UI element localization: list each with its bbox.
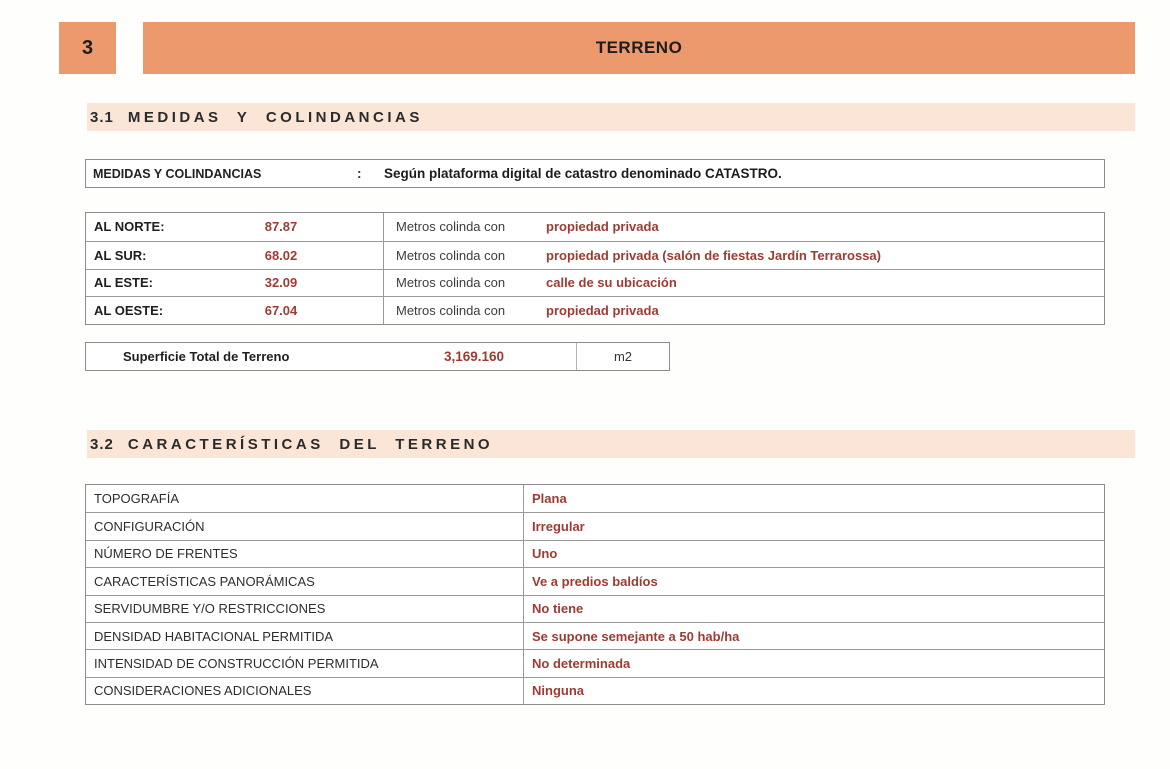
table-row-consideraciones-adicionales <box>86 677 1104 704</box>
boundary-value: propiedad privada (salón de fiestas Jardín Terrarossa) <box>546 247 881 263</box>
medidas-summary-label: MEDIDAS Y COLINDANCIAS <box>93 166 262 181</box>
section-title: TERRENO <box>595 38 683 57</box>
boundary-value: propiedad privada <box>546 219 659 235</box>
caracteristica-label: SERVIDUMBRE Y/O RESTRICCIONES <box>86 596 524 622</box>
table-row-oeste <box>86 296 1104 324</box>
caracteristica-label: CONSIDERACIONES ADICIONALES <box>86 678 524 704</box>
caracteristica-value: Ninguna <box>532 683 584 699</box>
section-number: 3 <box>81 36 94 59</box>
superficie-unit: m2 <box>576 343 669 370</box>
table-row-topografia <box>86 485 1104 512</box>
subsection-3-2-number: 3.2 <box>90 435 114 453</box>
caracteristica-label: CARACTERÍSTICAS PANORÁMICAS <box>86 568 524 594</box>
medidas-summary-colon: : <box>357 166 362 181</box>
section-number-box <box>59 22 116 74</box>
length-value: 32.09 <box>264 275 298 291</box>
boundary-value: propiedad privada <box>546 303 659 319</box>
subsection-3-2-heading <box>87 430 1135 458</box>
boundary-value: calle de su ubicación <box>546 275 677 291</box>
subsection-3-1-heading <box>87 103 1135 131</box>
cell-boundary <box>384 270 1104 297</box>
caracteristica-label: DENSIDAD HABITACIONAL PERMITIDA <box>86 623 524 649</box>
length-value: 67.04 <box>264 303 298 319</box>
cell-boundary <box>384 213 1104 241</box>
cell-direction-and-length <box>86 213 384 241</box>
superficie-value: 3,169.160 <box>443 349 505 364</box>
caracteristica-value: Ve a predios baldíos <box>532 573 658 589</box>
caracteristicas-table <box>85 484 1105 705</box>
cell-direction-and-length <box>86 297 384 324</box>
caracteristica-label: CONFIGURACIÓN <box>86 513 524 539</box>
caracteristica-label: TOPOGRAFÍA <box>86 485 524 512</box>
subsection-3-1-title: MEDIDAS Y COLINDANCIAS <box>127 108 423 126</box>
caracteristica-value: No tiene <box>532 601 584 617</box>
boundary-prefix: Metros colinda con <box>396 275 506 291</box>
caracteristica-value: No determinada <box>532 655 631 671</box>
direction-label: AL SUR: <box>94 247 147 263</box>
table-row-norte <box>86 213 1104 241</box>
caracteristica-value: Uno <box>532 546 558 562</box>
cell-boundary <box>384 297 1104 324</box>
table-row-caracteristicas-panoramicas <box>86 567 1104 594</box>
length-value: 68.02 <box>264 247 298 263</box>
table-row-servidumbre <box>86 595 1104 622</box>
table-row-numero-de-frentes <box>86 540 1104 567</box>
direction-label: AL ESTE: <box>94 275 153 291</box>
section-title-bar <box>143 22 1135 74</box>
caracteristica-label: NÚMERO DE FRENTES <box>86 541 524 567</box>
superficie-total-box <box>85 342 670 371</box>
direction-label: AL NORTE: <box>94 219 165 235</box>
boundary-prefix: Metros colinda con <box>396 247 506 263</box>
subsection-3-1-number: 3.1 <box>90 108 114 126</box>
table-row-configuracion <box>86 512 1104 539</box>
table-row-densidad-habitacional <box>86 622 1104 649</box>
medidas-table <box>85 212 1105 325</box>
table-row-sur <box>86 241 1104 269</box>
direction-label: AL OESTE: <box>94 303 164 319</box>
caracteristica-value: Plana <box>532 491 567 507</box>
medidas-summary-value: Según plataforma digital de catastro denominado CATASTRO. <box>384 166 782 181</box>
subsection-3-2-title: CARACTERÍSTICAS DEL TERRENO <box>127 435 494 453</box>
cell-direction-and-length <box>86 270 384 297</box>
boundary-prefix: Metros colinda con <box>396 303 506 319</box>
caracteristica-value: Se supone semejante a 50 hab/ha <box>532 628 740 644</box>
table-row-este <box>86 269 1104 297</box>
caracteristica-label: INTENSIDAD DE CONSTRUCCIÓN PERMITIDA <box>86 650 524 676</box>
caracteristica-value: Irregular <box>532 519 585 535</box>
length-value: 87.87 <box>264 219 298 235</box>
table-row-intensidad-construccion <box>86 649 1104 676</box>
cell-direction-and-length <box>86 242 384 269</box>
superficie-label: Superficie Total de Terreno <box>123 349 290 364</box>
boundary-prefix: Metros colinda con <box>396 219 506 235</box>
medidas-summary-box <box>85 159 1105 188</box>
cell-boundary <box>384 242 1104 269</box>
